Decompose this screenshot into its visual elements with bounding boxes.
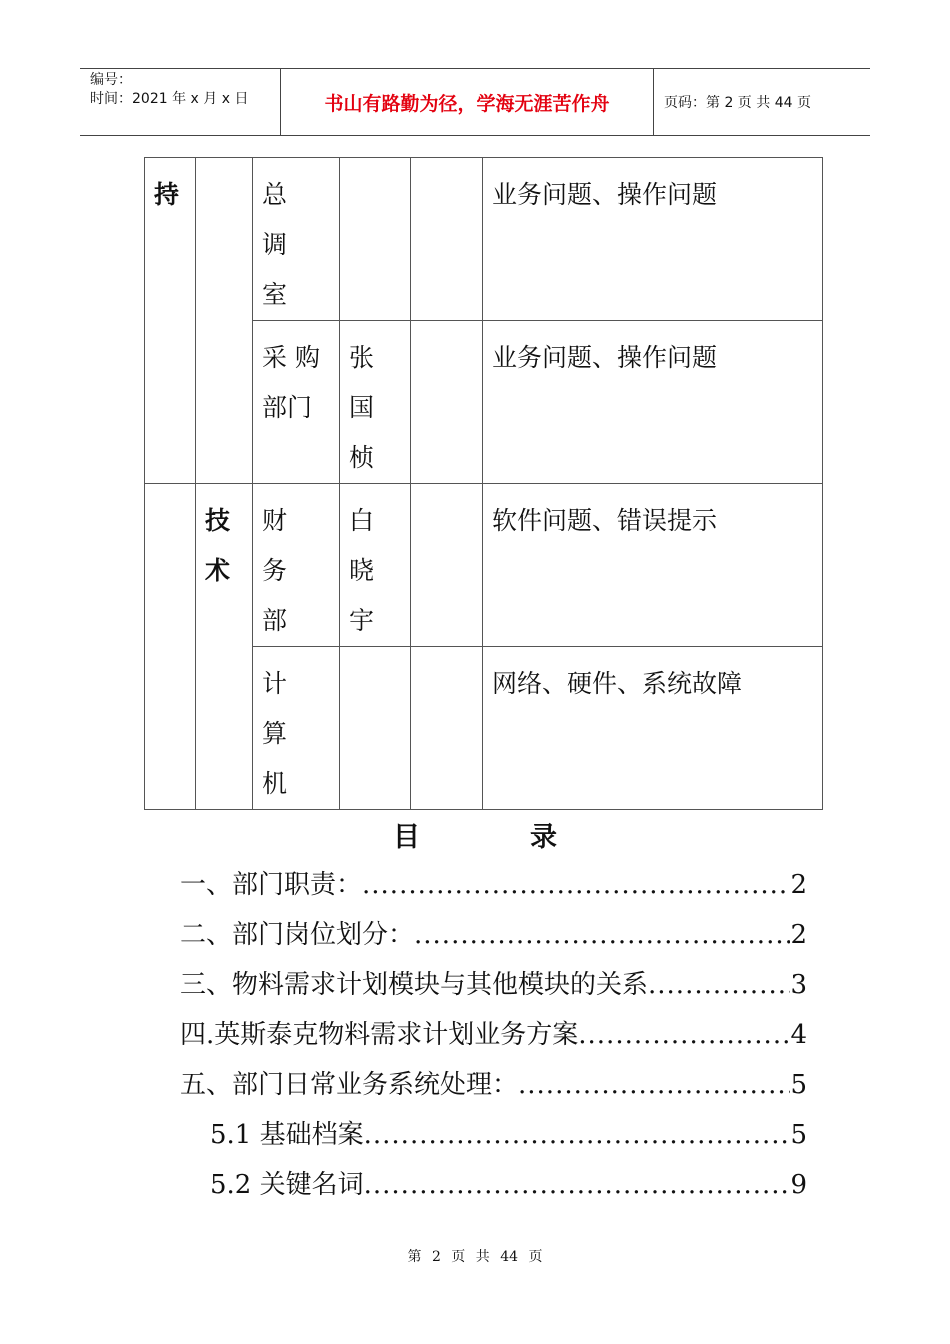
department-char: 总 — [262, 180, 288, 209]
department-char: 务 — [262, 556, 288, 585]
support-group-label: 持 — [154, 180, 180, 209]
contact-cell — [340, 321, 411, 484]
toc-entry-page: 9 — [790, 1170, 807, 1200]
toc-leader-dots — [364, 1110, 791, 1160]
tech-subgroup-char: 术 — [205, 556, 231, 585]
empty-subgroup-cell — [196, 158, 253, 484]
toc-entry-page: 3 — [790, 970, 807, 1000]
tech-subgroup-cell — [196, 484, 253, 810]
toc-leader-dots — [648, 960, 790, 1010]
issue-type-cell — [483, 647, 823, 810]
department-cell — [253, 647, 340, 810]
toc-entry[interactable] — [180, 960, 807, 1010]
empty-group-cell — [145, 484, 196, 810]
contact-cell — [340, 647, 411, 810]
issue-type-cell — [483, 321, 823, 484]
contact-char: 桢 — [349, 443, 375, 472]
department-cell — [253, 484, 340, 647]
department-char: 部 — [262, 606, 288, 635]
department-char: 部门 — [262, 393, 313, 422]
empty-cell — [411, 647, 483, 810]
department-cell — [253, 321, 340, 484]
contact-char: 张 — [349, 343, 375, 372]
toc-subentry[interactable] — [180, 1160, 807, 1210]
toc-entry-text: 三、物料需求计划模块与其他模块的关系 — [180, 970, 649, 1000]
table-row — [145, 484, 823, 647]
department-char: 室 — [262, 280, 288, 309]
page-header — [80, 68, 870, 136]
toc-entry[interactable] — [180, 1010, 807, 1060]
toc-subentry[interactable] — [180, 1110, 807, 1160]
toc-entry-page: 5 — [790, 1070, 807, 1100]
department-char: 机 — [262, 769, 288, 798]
issue-type-cell — [483, 158, 823, 321]
contact-char: 宇 — [349, 606, 375, 635]
department-char: 财 — [262, 506, 288, 535]
toc-leader-dots — [518, 1060, 790, 1110]
issue-type-text: 网络、硬件、系统故障 — [492, 669, 743, 698]
empty-cell — [411, 484, 483, 647]
issue-type-text: 业务问题、操作问题 — [492, 343, 718, 372]
toc-title-right: 录 — [530, 822, 557, 853]
toc-entry-text: 5.2 关键名词 — [210, 1170, 364, 1200]
header-page-label: 页码：第 2 页 共 44 页 — [664, 95, 811, 111]
tech-subgroup-char: 技 — [205, 506, 231, 535]
toc-entry-page: 2 — [790, 920, 807, 950]
contact-char: 晓 — [349, 556, 375, 585]
department-char: 采 购 — [262, 343, 320, 372]
contact-char: 白 — [349, 506, 375, 535]
toc-entry-text: 二、部门岗位划分： — [180, 920, 415, 950]
toc-entry-page: 4 — [790, 1020, 807, 1050]
issue-type-text: 软件问题、错误提示 — [492, 506, 718, 535]
header-motto: 书山有路勤为径，学海无涯苦作舟 — [281, 69, 654, 135]
toc-title — [0, 815, 950, 854]
empty-cell — [411, 321, 483, 484]
department-char: 算 — [262, 719, 288, 748]
contact-cell — [340, 484, 411, 647]
toc-entry-page: 5 — [790, 1120, 807, 1150]
department-cell — [253, 158, 340, 321]
toc-entry-text: 一、部门职责： — [180, 870, 363, 900]
contact-cell — [340, 158, 411, 321]
toc-entry[interactable] — [180, 860, 807, 910]
issue-type-text: 业务问题、操作问题 — [492, 180, 718, 209]
header-number-label: 编号： — [90, 72, 132, 88]
support-table — [144, 157, 823, 810]
issue-type-cell — [483, 484, 823, 647]
toc-entry-text: 五、部门日常业务系统处理： — [180, 1070, 519, 1100]
toc-leader-dots — [414, 910, 790, 960]
empty-cell — [411, 158, 483, 321]
toc-entry[interactable] — [180, 1060, 807, 1110]
support-group-cell — [145, 158, 196, 484]
toc-entry[interactable] — [180, 910, 807, 960]
toc-leader-dots — [578, 1010, 790, 1060]
department-char: 计 — [262, 669, 288, 698]
toc-leader-dots — [362, 860, 790, 910]
toc-leader-dots — [364, 1160, 791, 1210]
table-of-contents — [180, 860, 807, 1210]
toc-entry-text: 5.1 基础档案 — [210, 1120, 364, 1150]
table-row — [145, 158, 823, 321]
page-footer: 第 2 页 共 44 页 — [407, 1249, 543, 1265]
contact-char: 国 — [349, 393, 375, 422]
toc-entry-text: 四.英斯泰克物料需求计划业务方案 — [180, 1020, 579, 1050]
department-char: 调 — [262, 230, 288, 259]
toc-title-left: 目 — [393, 822, 420, 853]
header-time-label: 时间：2021 年 x 月 x 日 — [90, 91, 249, 107]
header-meta — [80, 69, 281, 135]
toc-entry-page: 2 — [790, 870, 807, 900]
